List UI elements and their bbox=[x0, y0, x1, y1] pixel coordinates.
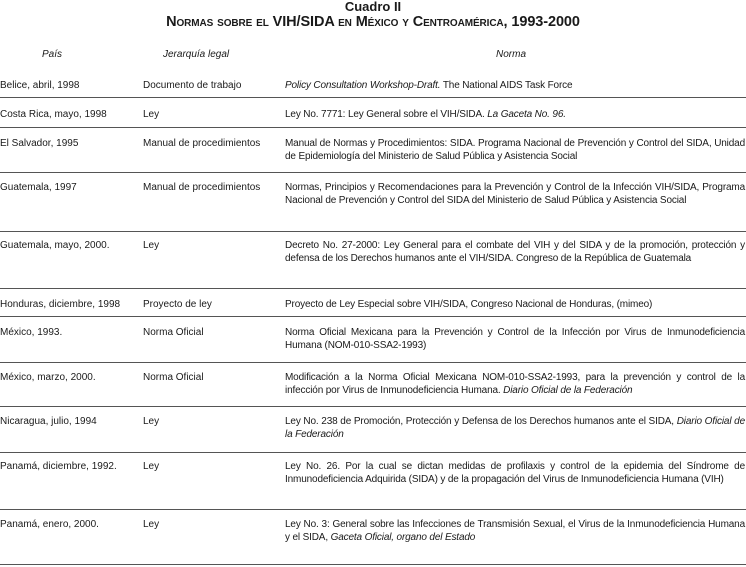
norma-text: The National AIDS Task Force bbox=[440, 80, 573, 91]
cell-norma bbox=[285, 108, 745, 121]
cell-jerarquia: Documento de trabajo bbox=[143, 80, 242, 91]
cell-jerarquia: Norma Oficial bbox=[143, 372, 204, 383]
cell-norma: Norma Oficial Mexicana para la Prevención y Control de la Infección por Virus de Inmunodeficiencia Humana (NOM-010-SSA2-1993) bbox=[285, 327, 745, 352]
cell-norma bbox=[285, 371, 745, 398]
cell-pais: Panamá, diciembre, 1992. bbox=[0, 461, 117, 472]
header-pais: País bbox=[42, 49, 63, 60]
row-divider bbox=[0, 231, 746, 232]
cell-norma bbox=[285, 79, 745, 92]
norma-text: Ley No. 238 de Promoción, Protección y Defensa de los Derechos humanos ante el SIDA, bbox=[285, 416, 677, 427]
cell-pais: Honduras, diciembre, 1998 bbox=[0, 299, 121, 310]
cell-pais: Costa Rica, mayo, 1998 bbox=[0, 109, 107, 120]
cell-pais: Nicaragua, julio, 1994 bbox=[0, 416, 97, 427]
cell-pais: Panamá, enero, 2000. bbox=[0, 519, 99, 530]
table-caption: Cuadro II bbox=[344, 0, 402, 14]
cell-jerarquia: Norma Oficial bbox=[143, 327, 204, 338]
cell-jerarquia: Proyecto de ley bbox=[143, 299, 212, 310]
norma-italic: La Gaceta No. 96. bbox=[487, 109, 566, 120]
cell-norma: Decreto No. 27-2000: Ley General para el combate del VIH y del SIDA y de la promoción, protección y defensa de los Derechos humanos ante el VIH/SIDA. Congreso de la República de Guatemala bbox=[285, 240, 745, 265]
cell-norma bbox=[285, 518, 745, 545]
cell-jerarquia: Ley bbox=[143, 240, 160, 251]
header-jerarquia: Jerarquía legal bbox=[163, 49, 230, 60]
row-divider bbox=[0, 288, 746, 289]
row-divider bbox=[0, 127, 746, 128]
cell-norma: Ley No. 26. Por la cual se dictan medidas de profilaxis y control de la epidemia del Síndrome de Inmunodeficiencia Adquirida (SIDA) y de la propagación del Virus de Inmunodeficiencia Humana (VIH) bbox=[285, 461, 745, 486]
cell-pais: México, marzo, 2000. bbox=[0, 372, 96, 383]
row-divider bbox=[0, 97, 746, 98]
cell-jerarquia: Ley bbox=[143, 109, 160, 120]
cell-pais: El Salvador, 1995 bbox=[0, 138, 79, 149]
row-divider bbox=[0, 362, 746, 363]
row-divider bbox=[0, 509, 746, 510]
norma-italic: Policy Consultation Workshop-Draft. bbox=[285, 80, 441, 91]
norma-italic: Gaceta Oficial, organo del Estado bbox=[330, 532, 476, 544]
row-divider bbox=[0, 406, 746, 407]
cell-jerarquia: Ley bbox=[143, 416, 160, 427]
cell-pais: Guatemala, 1997 bbox=[0, 182, 77, 193]
norma-text: Modificación a la Norma Oficial Mexicana NOM-010-SSA2-1993, para la prevención y control de la infección por Virus de Inmunodeficiencia Humana. bbox=[285, 372, 745, 397]
norma-text: Ley No. 3: General sobre las Infecciones de Transmisión Sexual, el Virus de la Inmunodeficiencia Humana y el SIDA, bbox=[285, 519, 745, 544]
cell-norma: Proyecto de Ley Especial sobre VIH/SIDA, Congreso Nacional de Honduras, (mimeo) bbox=[285, 299, 653, 310]
norma-italic: Diario Oficial de la Federación bbox=[503, 385, 633, 397]
cell-norma: Manual de Normas y Procedimientos: SIDA. Programa Nacional de Prevención y Control del SIDA, Unidad de Epidemiología del Ministerio de Salud Pública y Asistencia Social bbox=[285, 138, 745, 163]
norma-text: Ley No. 7771: Ley General sobre el VIH/SIDA. bbox=[285, 109, 488, 120]
cell-pais: Belice, abril, 1998 bbox=[0, 80, 80, 91]
cell-norma bbox=[285, 415, 745, 442]
cell-jerarquia: Manual de procedimientos bbox=[143, 182, 261, 193]
row-divider bbox=[0, 452, 746, 453]
header-norma: Norma bbox=[496, 49, 527, 60]
cell-jerarquia: Ley bbox=[143, 519, 160, 530]
cell-pais: México, 1993. bbox=[0, 327, 63, 338]
table-title: Normas sobre el VIH/SIDA en México y Centroamérica, 1993-2000 bbox=[166, 14, 580, 30]
cell-pais: Guatemala, mayo, 2000. bbox=[0, 240, 110, 251]
cell-jerarquia: Manual de procedimientos bbox=[143, 138, 261, 149]
norma-italic: Diario Oficial de la Federación bbox=[285, 416, 746, 441]
cell-jerarquia: Ley bbox=[143, 461, 160, 472]
cell-norma: Normas, Principios y Recomendaciones para la Prevención y Control de la Infección VIH/SIDA, Programa Nacional de Prevención y Control del SIDA del Ministerio de Salud Pública y Asistencia Social bbox=[285, 182, 745, 207]
row-divider bbox=[0, 172, 746, 173]
row-divider bbox=[0, 316, 746, 317]
table-bottom-rule bbox=[0, 564, 746, 565]
